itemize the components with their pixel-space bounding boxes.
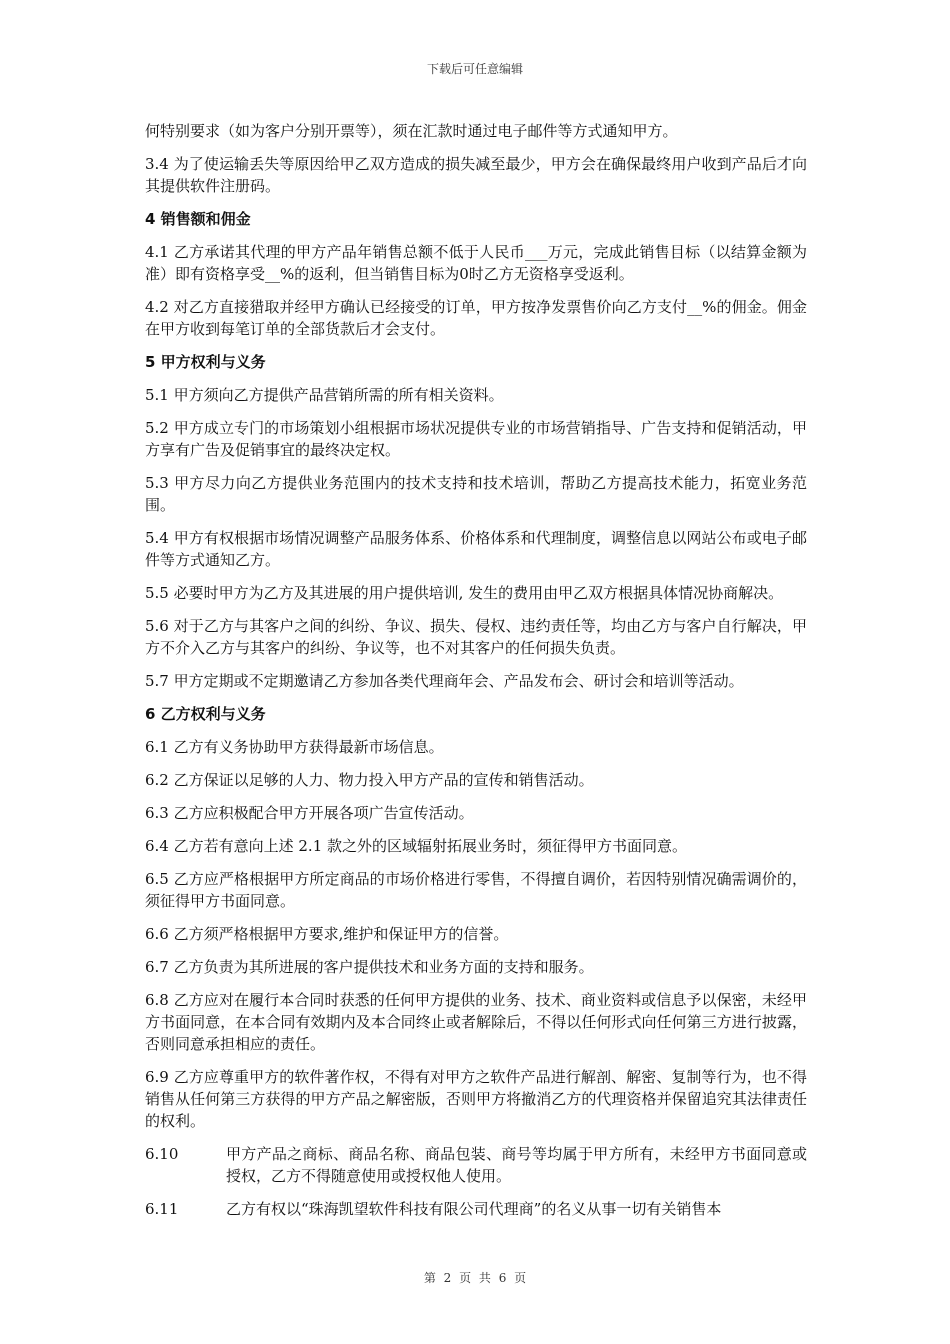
page-footer: 第 2 页 共 6 页 xyxy=(423,1271,527,1285)
clause-paragraph: 5.4 甲方有权根据市场情况调整产品服务体系、价格体系和代理制度，调整信息以网站公布或电子邮件等方式通知乙方。 xyxy=(145,529,807,569)
document-body xyxy=(145,120,807,1231)
clause-paragraph: 4.1 乙方承诺其代理的甲方产品年销售总额不低于人民币___万元，完成此销售目标（以结算金额为准）即有资格享受__%的返利，但当销售目标为0时乙方无资格享受返利。 xyxy=(145,243,807,283)
section-heading: 5 甲方权利与义务 xyxy=(145,353,266,371)
clause-paragraph: 3.4 为了使运输丢失等原因给甲乙双方造成的损失减至最少，甲方会在确保最终用户收到产品后才向其提供软件注册码。 xyxy=(145,155,807,195)
clause-paragraph: 6.7 乙方负责为其所进展的客户提供技术和业务方面的支持和服务。 xyxy=(145,958,594,976)
clause-paragraph: 6.3 乙方应积极配合甲方开展各项广告宣传活动。 xyxy=(145,804,474,822)
clause-paragraph: 6.4 乙方若有意向上述 2.1 款之外的区域辐射拓展业务时，须征得甲方书面同意。 xyxy=(145,837,688,855)
clause-text: 乙方有权以“珠海凯望软件科技有限公司代理商”的名义从事一切有关销售本 xyxy=(226,1200,722,1218)
clause-paragraph: 4.2 对乙方直接猎取并经甲方确认已经接受的订单，甲方按净发票售价向乙方支付__%的佣金。佣金在甲方收到每笔订单的全部货款后才会支付。 xyxy=(145,298,807,338)
clause-paragraph xyxy=(145,1143,807,1187)
clause-paragraph: 何特别要求（如为客户分别开票等），须在汇款时通过电子邮件等方式通知甲方。 xyxy=(145,122,678,140)
clause-paragraph: 5.3 甲方尽力向乙方提供业务范围内的技术支持和技术培训，帮助乙方提高技术能力，拓宽业务范围。 xyxy=(145,474,807,514)
clause-paragraph: 6.1 乙方有义务协助甲方获得最新市场信息。 xyxy=(145,738,444,756)
clause-paragraph: 5.5 必要时甲方为乙方及其进展的用户提供培训, 发生的费用由甲乙双方根据具体情况协商解决。 xyxy=(145,584,784,602)
clause-paragraph: 6.2 乙方保证以足够的人力、物力投入甲方产品的宣传和销售活动。 xyxy=(145,771,594,789)
section-heading: 6 乙方权利与义务 xyxy=(145,705,266,723)
clause-paragraph: 5.1 甲方须向乙方提供产品营销所需的所有相关资料。 xyxy=(145,386,504,404)
clause-paragraph: 5.7 甲方定期或不定期邀请乙方参加各类代理商年会、产品发布会、研讨会和培训等活动。 xyxy=(145,672,744,690)
clause-number: 6.11 xyxy=(145,1200,179,1218)
clause-paragraph xyxy=(145,1198,807,1220)
clause-paragraph: 6.6 乙方须严格根据甲方要求,维护和保证甲方的信誉。 xyxy=(145,925,509,943)
clause-number: 6.10 xyxy=(145,1145,179,1163)
clause-paragraph: 5.6 对于乙方与其客户之间的纠纷、争议、损失、侵权、违约责任等，均由乙方与客户自行解决，甲方不介入乙方与其客户的纠纷、争议等，也不对其客户的任何损失负责。 xyxy=(145,617,807,657)
clause-paragraph: 6.9 乙方应尊重甲方的软件著作权，不得有对甲方之软件产品进行解剖、解密、复制等行为，也不得销售从任何第三方获得的甲方产品之解密版，否则甲方将撤消乙方的代理资格并保留追究其法律责任的权利。 xyxy=(145,1068,807,1130)
clause-paragraph: 6.8 乙方应对在履行本合同时获悉的任何甲方提供的业务、技术、商业资料或信息予以保密，未经甲方书面同意，在本合同有效期内及本合同终止或者解除后，不得以任何形式向任何第三方进行披露，否则同意承担相应的责任。 xyxy=(145,991,807,1053)
page-header: 下载后可任意编辑 xyxy=(426,62,523,76)
clause-paragraph: 6.5 乙方应严格根据甲方所定商品的市场价格进行零售，不得擅自调价，若因特别情况确需调价的，须征得甲方书面同意。 xyxy=(145,870,807,910)
clause-text: 甲方产品之商标、商品名称、商品包装、商号等均属于甲方所有，未经甲方书面同意或授权，乙方不得随意使用或授权他人使用。 xyxy=(226,1145,807,1185)
clause-paragraph: 5.2 甲方成立专门的市场策划小组根据市场状况提供专业的市场营销指导、广告支持和促销活动，甲方享有广告及促销事宜的最终决定权。 xyxy=(145,419,807,459)
section-heading: 4 销售额和佣金 xyxy=(145,210,251,228)
